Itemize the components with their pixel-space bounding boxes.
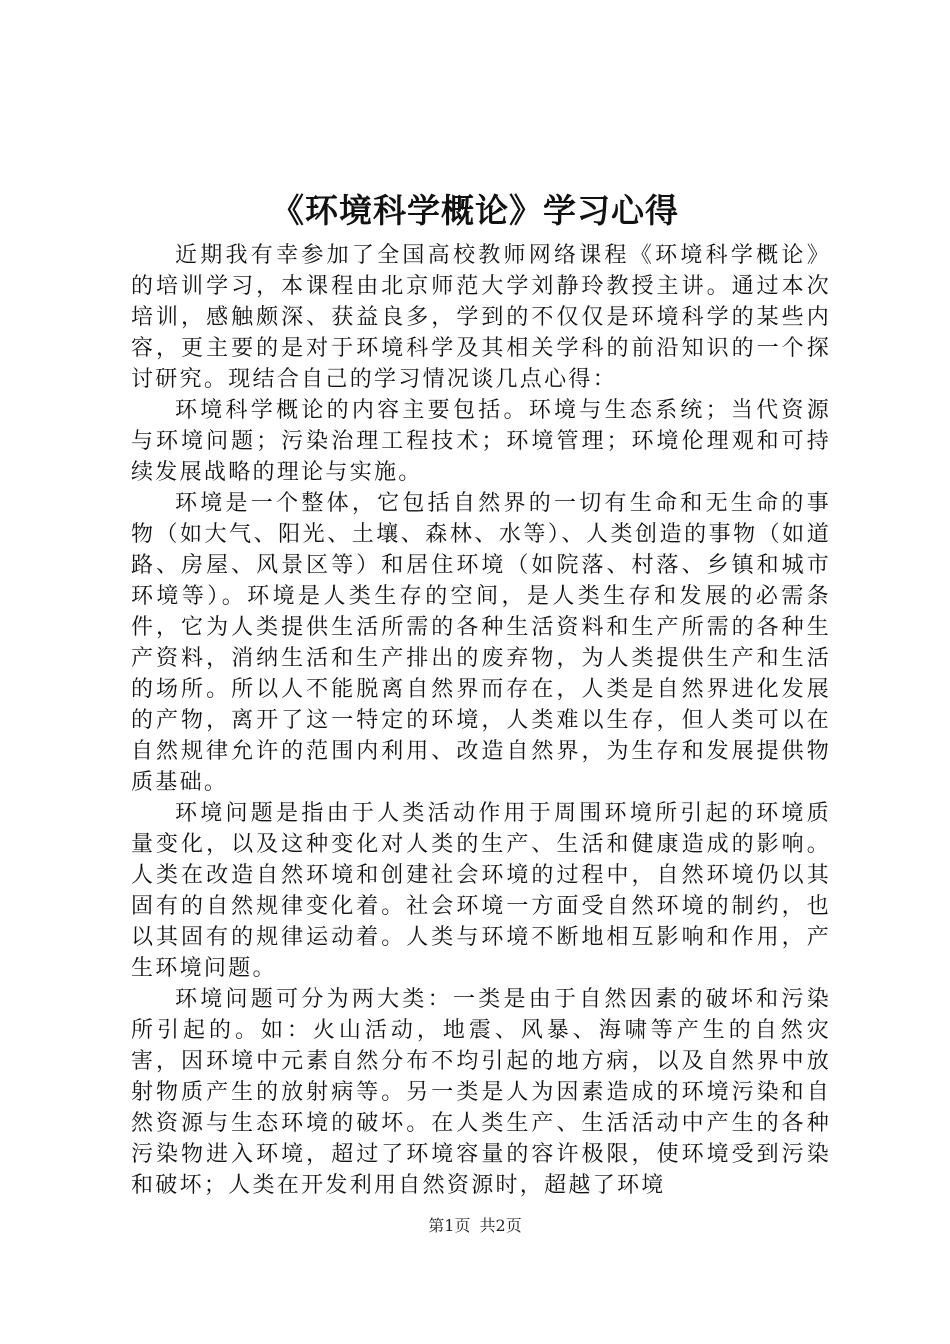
page-number: 第1页 [428,1216,471,1235]
page-total: 共2页 [479,1216,522,1235]
document-body [131,240,831,1201]
paragraph-3: 环境是一个整体，它包括自然界的一切有生命和无生命的事物（如大气、阳光、土壤、森林、水等）、人类创造的事物（如道路、房屋、风景区等）和居住环境（如院落、村落、乡镇和城市环境等）。环境是人类生存的空间，是人类生存和发展的必需条件，它为人类提供生活所需的各种生活资料和生产所需的各种生产资料，消纳生活和生产排出的废弃物，为人类提供生产和生活的场所。所以人不能脱离自然界而存在，人类是自然界进化发展的产物，离开了这一特定的环境，人类难以生存，但人类可以在自然规律允许的范围内利用、改造自然界，为生存和发展提供物质基础。 [131,491,831,795]
page-footer [0,1215,950,1237]
paragraph-5: 环境问题可分为两大类：一类是由于自然因素的破坏和污染所引起的。如：火山活动，地震、风暴、海啸等产生的自然灾害，因环境中元素自然分布不均引起的地方病，以及自然界中放射物质产生的放射病等。另一类是人为因素造成的环境污染和自然资源与生态环境的破坏。在人类生产、生活活动中产生的各种污染物进入环境，超过了环境容量的容许极限，使环境受到污染和破坏；人类在开发利用自然资源时，超越了环境 [131,987,831,1198]
paragraph-2: 环境科学概论的内容主要包括。环境与生态系统；当代资源与环境问题；污染治理工程技术；环境管理；环境伦理观和可持续发展战略的理论与实施。 [131,398,831,485]
paragraph-4: 环境问题是指由于人类活动作用于周围环境所引起的环境质量变化，以及这种变化对人类的生产、生活和健康造成的影响。人类在改造自然环境和创建社会环境的过程中，自然环境仍以其固有的自然规律变化着。社会环境一方面受自然环境的制约，也以其固有的规律运动着。人类与环境不断地相互影响和作用，产生环境问题。 [131,801,831,981]
document-title: 《环境科学概论》学习心得 [271,191,679,230]
paragraph-1: 近期我有幸参加了全国高校教师网络课程《环境科学概论》的培训学习，本课程由北京师范大学刘静玲教授主讲。通过本次培训，感触颇深、获益良多，学到的不仅仅是环境科学的某些内容，更主要的是对于环境科学及其相关学科的前沿知识的一个探讨研究。现结合自己的学习情况谈几点心得： [131,243,831,392]
